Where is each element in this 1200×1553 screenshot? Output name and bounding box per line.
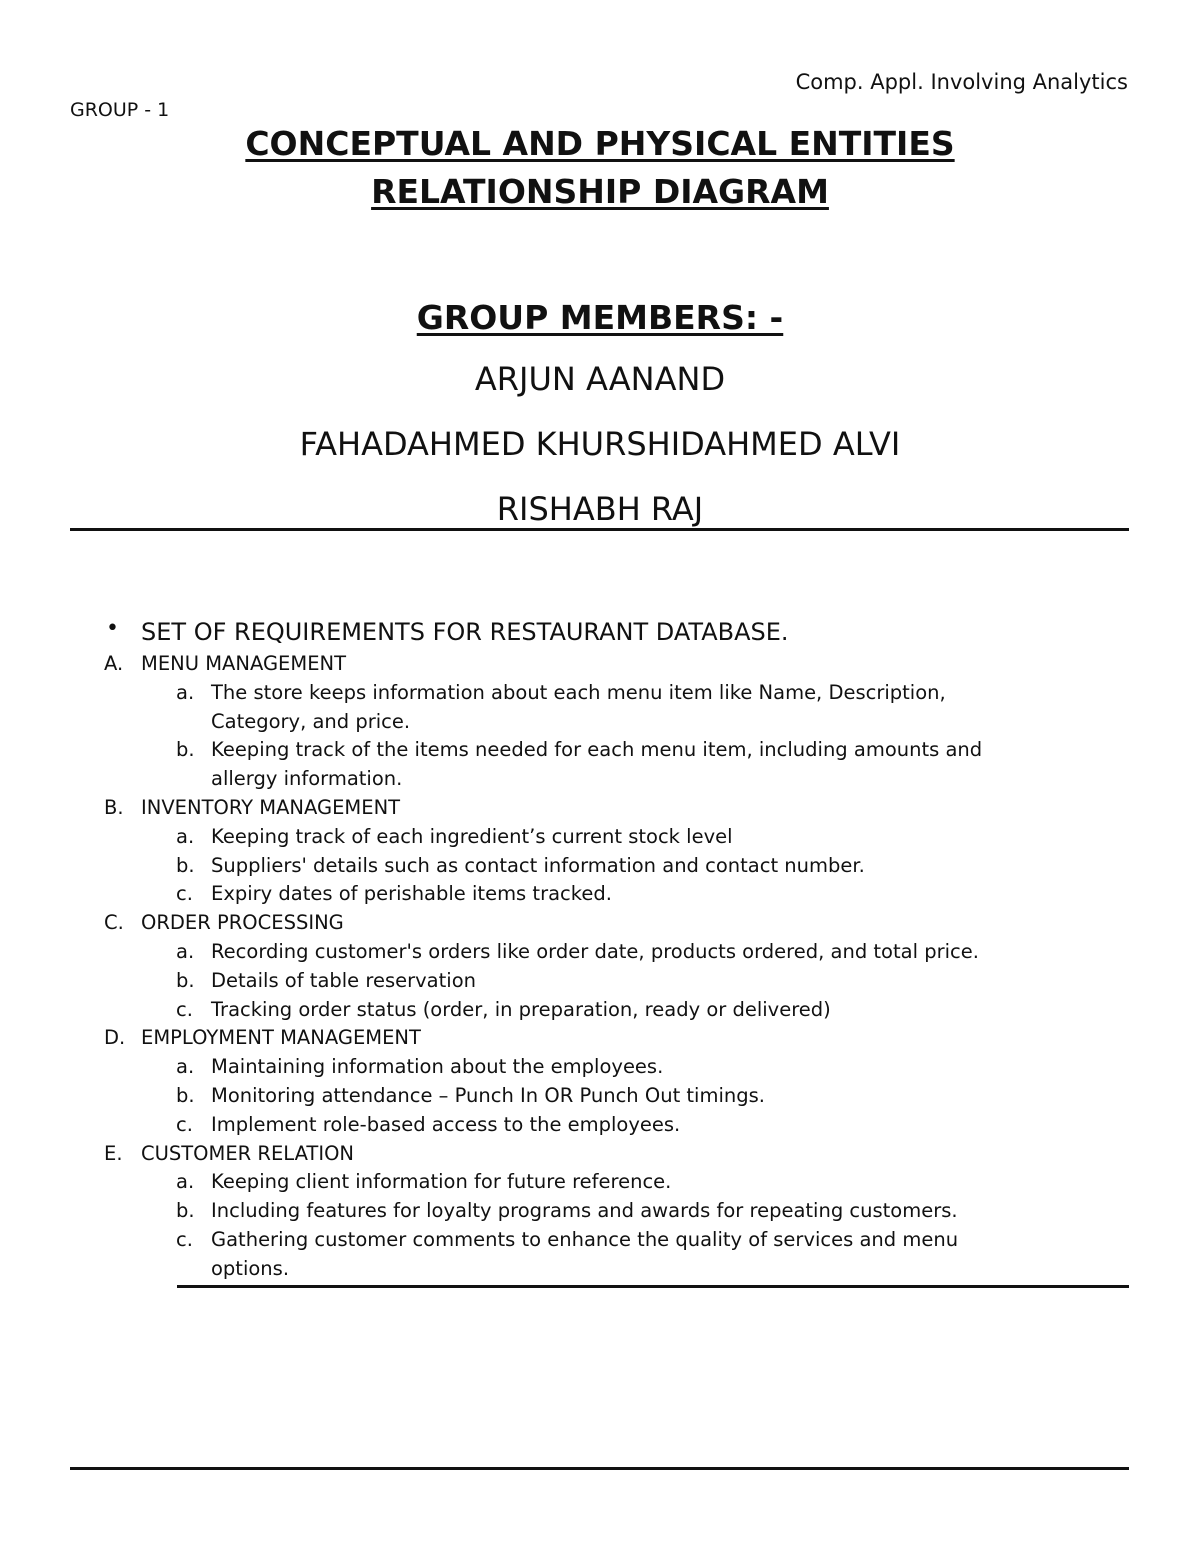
section-marker: D. xyxy=(104,1026,126,1050)
section-title: MENU MANAGEMENT xyxy=(141,652,347,675)
member-name: RISHABH RAJ xyxy=(496,490,704,528)
section-marker: A. xyxy=(104,652,124,675)
requirements-heading: SET OF REQUIREMENTS FOR RESTAURANT DATABASE. xyxy=(141,618,789,646)
section-marker: E. xyxy=(104,1141,123,1165)
bullet-icon: • xyxy=(106,616,119,641)
section-title: CUSTOMER RELATION xyxy=(141,1141,355,1165)
requirement-item-text: Category, and price. xyxy=(211,709,411,733)
requirement-item-text: Keeping client information for future reference. xyxy=(211,1170,672,1194)
item-marker: b. xyxy=(176,1199,195,1223)
requirement-item-text: Gathering customer comments to enhance the quality of services and menu xyxy=(211,1228,959,1251)
horizontal-rule xyxy=(177,1285,1129,1288)
item-marker: a. xyxy=(176,940,195,963)
requirement-section xyxy=(104,796,400,819)
item-marker: a. xyxy=(176,680,195,704)
requirement-item-text: Including features for loyalty programs and awards for repeating customers. xyxy=(211,1199,958,1223)
member-name: FAHADAHMED KHURSHIDAHMED ALVI xyxy=(299,425,901,463)
item-marker: b. xyxy=(176,968,195,992)
item-marker: a. xyxy=(176,1170,195,1194)
requirement-section xyxy=(104,652,346,675)
requirement-item-text: Suppliers' details such as contact information and contact number. xyxy=(211,853,865,877)
member-name: ARJUN AANAND xyxy=(474,360,726,398)
section-marker: C. xyxy=(104,911,124,935)
item-marker: b. xyxy=(176,853,195,877)
requirement-item-text: Expiry dates of perishable items tracked. xyxy=(211,882,612,906)
item-marker: c. xyxy=(176,997,193,1021)
requirement-section xyxy=(104,1026,421,1049)
section-marker: B. xyxy=(104,796,124,819)
requirement-item-text: Recording customer's orders like order date, products ordered, and total price. xyxy=(211,940,979,963)
section-title: EMPLOYMENT MANAGEMENT xyxy=(141,1026,421,1050)
item-marker: b. xyxy=(176,738,195,762)
requirement-item-text: options. xyxy=(211,1256,290,1280)
footer-rule xyxy=(70,1467,1129,1470)
group-label: GROUP - 1 xyxy=(70,99,170,121)
requirement-item-text: Implement role-based access to the employees. xyxy=(211,1112,681,1136)
requirement-item-text: Monitoring attendance – Punch In OR Punch Out timings. xyxy=(211,1084,765,1107)
requirement-section xyxy=(104,911,344,934)
requirement-item-text: Keeping track of each ingredient’s current stock level xyxy=(211,824,733,848)
requirement-item-text: Details of table reservation xyxy=(211,968,476,992)
requirement-item-text: The store keeps information about each menu item like Name, Description, xyxy=(211,680,946,704)
document-title-line-2: RELATIONSHIP DIAGRAM xyxy=(371,172,829,211)
group-members-heading: GROUP MEMBERS: - xyxy=(416,298,784,337)
section-title: ORDER PROCESSING xyxy=(141,911,344,935)
horizontal-rule xyxy=(70,528,1129,531)
item-marker: c. xyxy=(176,1228,193,1251)
item-marker: c. xyxy=(176,1112,193,1136)
item-marker: c. xyxy=(176,882,193,906)
requirement-section xyxy=(104,1142,354,1165)
requirement-item-text: Maintaining information about the employees. xyxy=(211,1055,664,1079)
document-title-line-1: CONCEPTUAL AND PHYSICAL ENTITIES xyxy=(245,124,955,163)
course-name: Comp. Appl. Involving Analytics xyxy=(795,70,1128,94)
item-marker: b. xyxy=(176,1084,195,1107)
requirement-item-text: Keeping track of the items needed for each menu item, including amounts and xyxy=(211,738,983,762)
item-marker: a. xyxy=(176,824,195,848)
item-marker: a. xyxy=(176,1055,195,1079)
section-title: INVENTORY MANAGEMENT xyxy=(141,796,401,819)
requirement-item-text: Tracking order status (order, in preparation, ready or delivered) xyxy=(211,997,831,1021)
requirement-item-text: allergy information. xyxy=(211,767,403,791)
